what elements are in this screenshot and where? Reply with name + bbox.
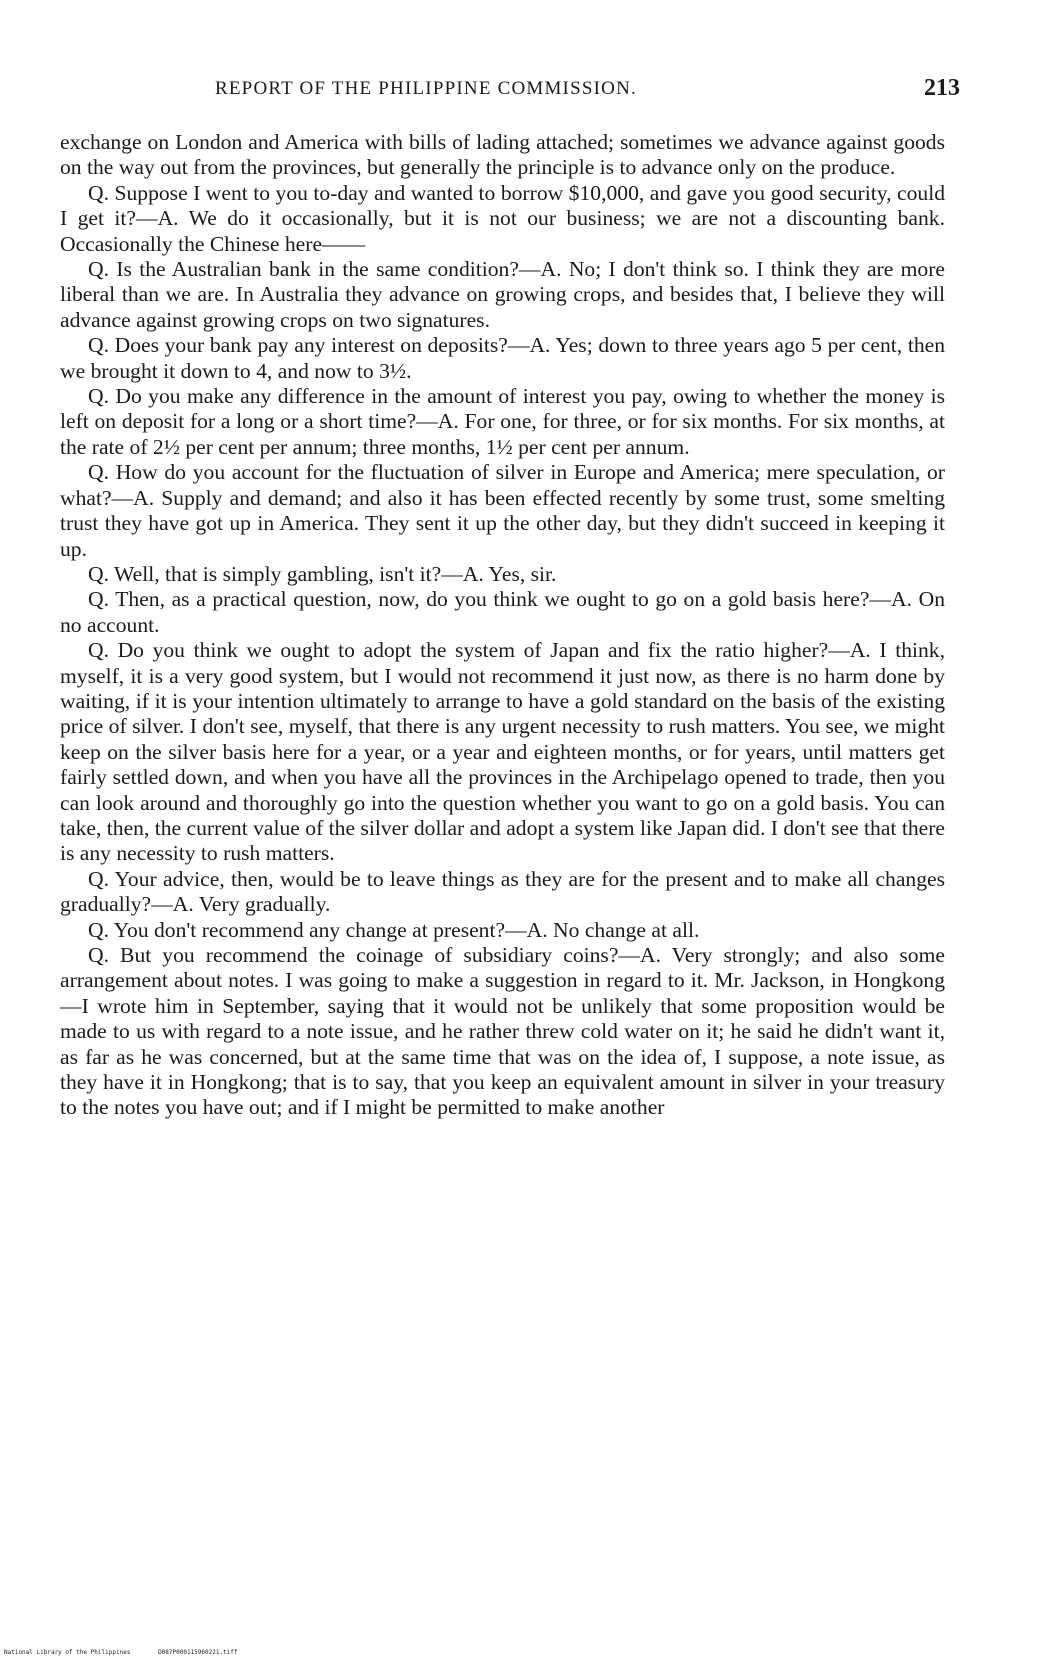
running-head: REPORT OF THE PHILIPPINE COMMISSION.	[215, 78, 637, 99]
footer-file: D087P000115960221.tiff	[158, 1649, 238, 1656]
paragraph: Q. Then, as a practical question, now, do you think we ought to go on a gold basis here?—A. On no account.	[60, 587, 945, 637]
paragraph: Q. But you recommend the coinage of subsidiary coins?—A. Very strongly; and also some arrangement about notes. I was going to make a suggestion in regard to it. Mr. Jackson, in Hongkong—I wrote him in September, saying that it would not be unlikely that some proposition would be made to us with regard to a note issue, and he rather threw cold water on it; he said he didn't want it, as far as he was concerned, but at the same time that was on the idea of, I suppose, a note issue, as they have it in Hongkong; that is to say, that you keep an equivalent amount in silver in your treasury to the notes you have out; and if I might be permitted to make another	[60, 943, 945, 1120]
scan-footer	[4, 1649, 262, 1656]
page-number: 213	[924, 75, 960, 101]
paragraph: Q. Well, that is simply gambling, isn't it?—A. Yes, sir.	[88, 561, 557, 586]
paragraph: Q. Do you think we ought to adopt the system of Japan and fix the ratio higher?—A. I think, myself, it is a very good system, but I would not recommend it just now, as there is no harm done by waiting, if it is your intention ultimately to arrange to have a gold standard on the basis of the existing price of silver. I don't see, myself, that there is any urgent necessity to rush matters. You see, we might keep on the silver basis here for a year, or a year and eighteen months, or for years, until matters get fairly settled down, and when you have all the provinces in the Archipelago opened to trade, then you can look around and thoroughly go into the question whether you want to go on a gold basis. You can take, then, the current value of the silver dollar and adopt a system like Japan did. I don't see that there is any necessity to rush matters.	[60, 638, 945, 866]
body-text	[60, 130, 945, 1121]
paragraph: Q. Is the Australian bank in the same condition?—A. No; I don't think so. I think they are more liberal than we are. In Australia they advance on growing crops, and besides that, I believe they will advance against growing crops on two signatures.	[60, 257, 945, 332]
paragraph: Q. Your advice, then, would be to leave things as they are for the present and to make all changes gradually?—A. Very gradually.	[60, 866, 945, 917]
paragraph: Q. Do you make any difference in the amount of interest you pay, owing to whether the money is left on deposit for a long or a short time?—A. For one, for three, or for six months. For six months, at the rate of 2½ per cent per annum; three months, 1½ per cent per annum.	[60, 384, 945, 459]
paragraph: Q. Does your bank pay any interest on deposits?—A. Yes; down to three years ago 5 per cent, then we brought it down to 4, and now to 3½.	[60, 333, 945, 383]
paragraph: Q. How do you account for the fluctuation of silver in Europe and America; mere speculation, or what?—A. Supply and demand; and also it has been effected recently by some trust, some smelting trust they have got up in America. They sent it up the other day, but they didn't succeed in keeping it up.	[60, 460, 945, 561]
page-header	[60, 75, 960, 108]
footer-library: National Library of the Philippines	[4, 1649, 131, 1656]
paragraph: Q. Suppose I went to you to-day and wanted to borrow $10,000, and gave you good security, could I get it?—A. We do it occasionally, but it is not our business; we are not a discounting bank. Occasionally the Chinese here——	[60, 180, 945, 256]
paragraph: exchange on London and America with bills of lading attached; sometimes we advance against goods on the way out from the provinces, but generally the principle is to advance only on the produce.	[60, 130, 945, 180]
paragraph: Q. You don't recommend any change at present?—A. No change at all.	[88, 917, 700, 942]
